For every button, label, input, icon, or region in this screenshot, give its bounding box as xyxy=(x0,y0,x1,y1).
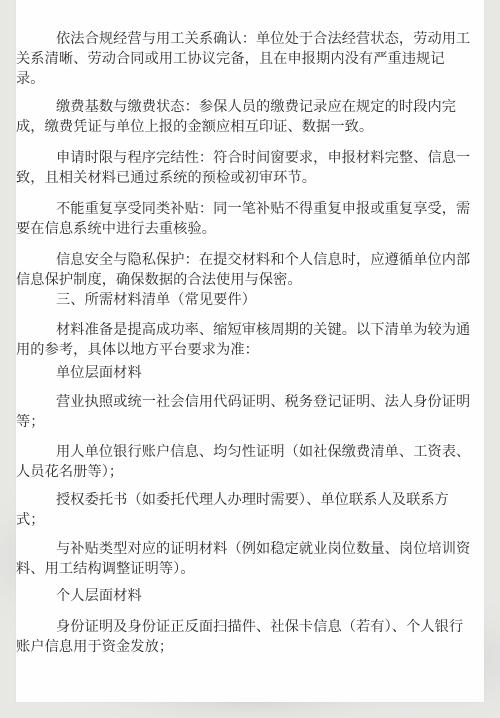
paragraph-unit-bank xyxy=(16,442,500,482)
text-line: 成，缴费凭证与单位上报的金额应相互印证、数据一致。 xyxy=(16,119,374,135)
subheading-title: 个人层面材料 xyxy=(56,588,142,604)
paragraph-contribution xyxy=(16,97,500,137)
text-line: 人员花名册等）； xyxy=(16,464,124,480)
document-page xyxy=(16,0,484,702)
text-line: 依法合规经营与用工关系确认：单位处于合法经营状态，劳动用工 xyxy=(56,31,471,47)
text-line: 账户信息用于资金发放； xyxy=(16,639,174,655)
subheading-title: 单位层面材料 xyxy=(56,365,142,381)
subheading-personal xyxy=(16,586,500,606)
text-line: 要在信息系统中进行去重核验。 xyxy=(16,221,217,237)
text-line: 缴费基数与缴费状态：参保人员的缴费记录应在规定的时段内完 xyxy=(56,99,457,115)
subheading-unit xyxy=(16,363,500,383)
text-line: 用的参考，具体以地方平台要求为准： xyxy=(16,342,259,358)
paragraph-intro xyxy=(16,320,500,360)
text-line: 式； xyxy=(16,512,45,528)
text-line: 与补贴类型对应的证明材料（例如稳定就业岗位数量、岗位培训资 xyxy=(56,541,471,557)
document-body xyxy=(16,0,484,702)
paragraph-personal-id xyxy=(16,617,500,657)
text-line: 关系清晰、劳动合同或用工协议完备，且在申报期内没有严重违规记 xyxy=(16,51,445,67)
paragraph-privacy xyxy=(16,250,500,290)
text-line: 信息安全与隐私保护：在提交材料和个人信息时，应遵循单位内部 xyxy=(56,252,471,268)
text-line: 信息保护制度，确保数据的合法使用与保密。 xyxy=(16,272,302,288)
paragraph-unit-proof xyxy=(16,539,500,579)
text-line: 身份证明及身份证正反面扫描件、社保卡信息（若有）、个人银行 xyxy=(56,619,464,635)
text-line: 不能重复享受同类补贴：同一笔补贴不得重复申报或重复享受，需 xyxy=(56,201,471,217)
text-line: 材料准备是提高成功率、缩短审核周期的关键。以下清单为较为通 xyxy=(56,322,471,338)
text-line: 授权委托书（如委托代理人办理时需要）、单位联系人及联系方 xyxy=(56,492,449,508)
section-title: 三、所需材料清单（常见要件） xyxy=(56,292,257,308)
paragraph-unit-license xyxy=(16,392,500,432)
text-line: 录。 xyxy=(16,71,45,87)
text-line: 料、用工结构调整证明等）。 xyxy=(16,561,195,577)
text-line: 等； xyxy=(16,414,45,430)
section-heading xyxy=(16,290,500,310)
paragraph-unit-authorization xyxy=(16,490,500,530)
paragraph-compliance xyxy=(16,29,500,89)
text-line: 营业执照或统一社会信用代码证明、税务登记证明、法人身份证明 xyxy=(56,394,471,410)
paragraph-no-duplicate xyxy=(16,199,500,239)
text-line: 用人单位银行账户信息、均匀性证明（如社保缴费清单、工资表、 xyxy=(56,444,471,460)
text-line: 致，且相关材料已通过系统的预检或初审环节。 xyxy=(16,170,317,186)
paragraph-timeliness xyxy=(16,148,500,188)
text-line: 申请时限与程序完结性：符合时间窗要求，申报材料完整、信息一 xyxy=(56,150,471,166)
